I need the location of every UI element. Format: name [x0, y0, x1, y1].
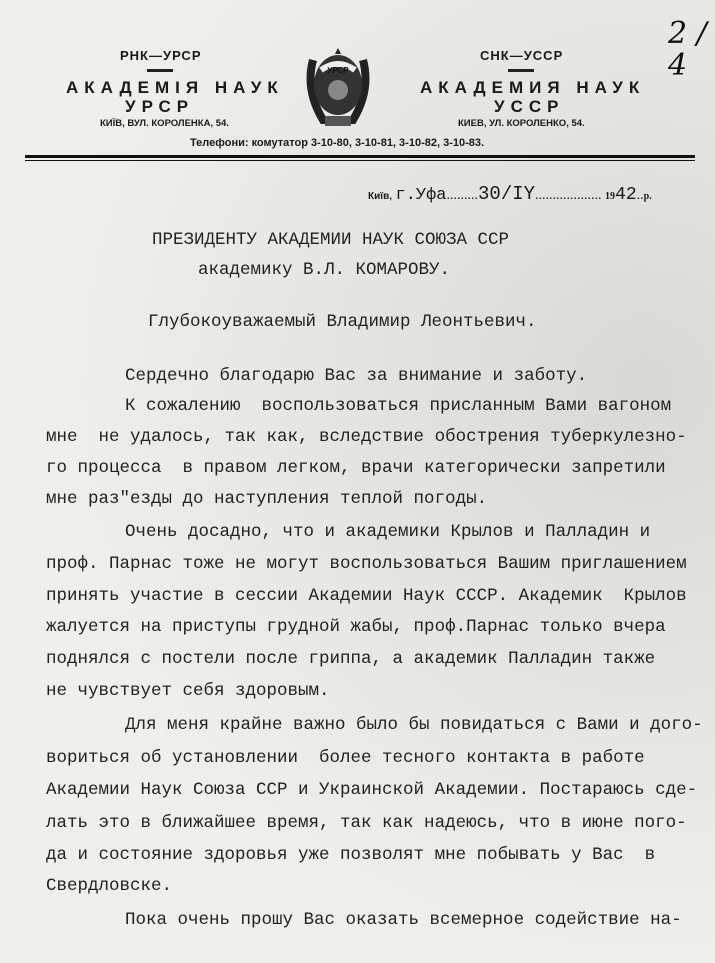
- body-line: лать это в ближайшее время, так как надеюсь, что в июне пого-: [46, 813, 687, 833]
- date-line: Київ, г.Уфа.........30/IY................... 1942..р.: [368, 183, 652, 205]
- phone-numbers: Телефони: комутатор 3-10-80, 3-10-81, 3-10-82, 3-10-83.: [190, 137, 485, 149]
- body-line: Очень досадно, что и академики Крылов и Палладин и: [125, 522, 651, 542]
- body-line: Академии Наук Союза ССР и Украинской Академии. Постараюсь сде-: [46, 780, 698, 800]
- place: г.Уфа: [395, 186, 447, 205]
- salutation: Глубокоуважаемый Владимир Леонтьевич.: [148, 312, 537, 332]
- emblem-text: УРСР: [327, 66, 349, 75]
- year-prefix: 19: [605, 191, 616, 202]
- body-line: проф. Парнас тоже не могут воспользоваться Вашим приглашением: [46, 554, 687, 574]
- letterhead-left-title: АКАДЕМІЯ НАУК: [66, 78, 284, 97]
- year: 42: [615, 185, 637, 205]
- body-line: мне не удалось, так как, вследствие обострения туберкулезно-: [46, 427, 687, 447]
- body-line: жалуется на приступы грудной жабы, проф.Парнас только вчера: [46, 617, 666, 637]
- letterhead-left-org: РНК—УРСР: [120, 48, 202, 63]
- body-line: не чувствует себя здоровым.: [46, 681, 330, 701]
- body-line: Пока очень прошу Вас оказать всемерное содействие на-: [125, 910, 682, 930]
- letterhead-right-org: СНК—УССР: [480, 48, 564, 63]
- body-line: да и состояние здоровья уже позволят мне побывать у Вас в: [46, 845, 656, 865]
- body-line: К сожалению воспользоваться присланным Вами вагоном: [125, 396, 672, 416]
- date: 30/IY: [478, 183, 536, 205]
- year-suffix: р.: [643, 191, 652, 202]
- body-line: вориться об установлении более тесного контакта в работе: [46, 748, 645, 768]
- addressee-line: академику В.Л. КОМАРОВУ.: [198, 260, 451, 280]
- body-line: Сердечно благодарю Вас за внимание и заботу.: [125, 366, 588, 386]
- place-prefix: Київ,: [368, 191, 392, 202]
- handwritten-mark: 2 / 4: [668, 16, 707, 83]
- header-rule-thin: [25, 160, 695, 161]
- letterhead-left-subtitle: УРСР: [125, 97, 195, 116]
- body-line: го процесса в правом легком, врачи категорически запретили: [46, 458, 666, 478]
- divider: [147, 69, 173, 72]
- body-line: мне раз"езды до наступления теплой погоды.: [46, 489, 488, 509]
- letterhead-left-address: КИЇВ, ВУЛ. КОРОЛЕНКА, 54.: [100, 118, 229, 129]
- body-line: Свердловске.: [46, 876, 173, 896]
- body-line: принять участие в сессии Академии Наук СССР. Академик Крылов: [46, 586, 687, 606]
- letterhead-right-subtitle: УССР: [494, 97, 565, 116]
- header-rule: [25, 155, 695, 158]
- addressee-line: ПРЕЗИДЕНТУ АКАДЕМИИ НАУК СОЮЗА ССР: [152, 230, 510, 250]
- divider: [508, 69, 534, 72]
- emblem-logo: [303, 40, 373, 132]
- letterhead-right-title: АКАДЕМИЯ НАУК: [420, 78, 646, 97]
- body-line: поднялся с постели после гриппа, а академик Палладин также: [46, 649, 656, 669]
- body-line: Для меня крайне важно было бы повидаться с Вами и дого-: [125, 715, 703, 735]
- letterhead-right-address: КИЕВ, УЛ. КОРОЛЕНКО, 54.: [458, 118, 585, 129]
